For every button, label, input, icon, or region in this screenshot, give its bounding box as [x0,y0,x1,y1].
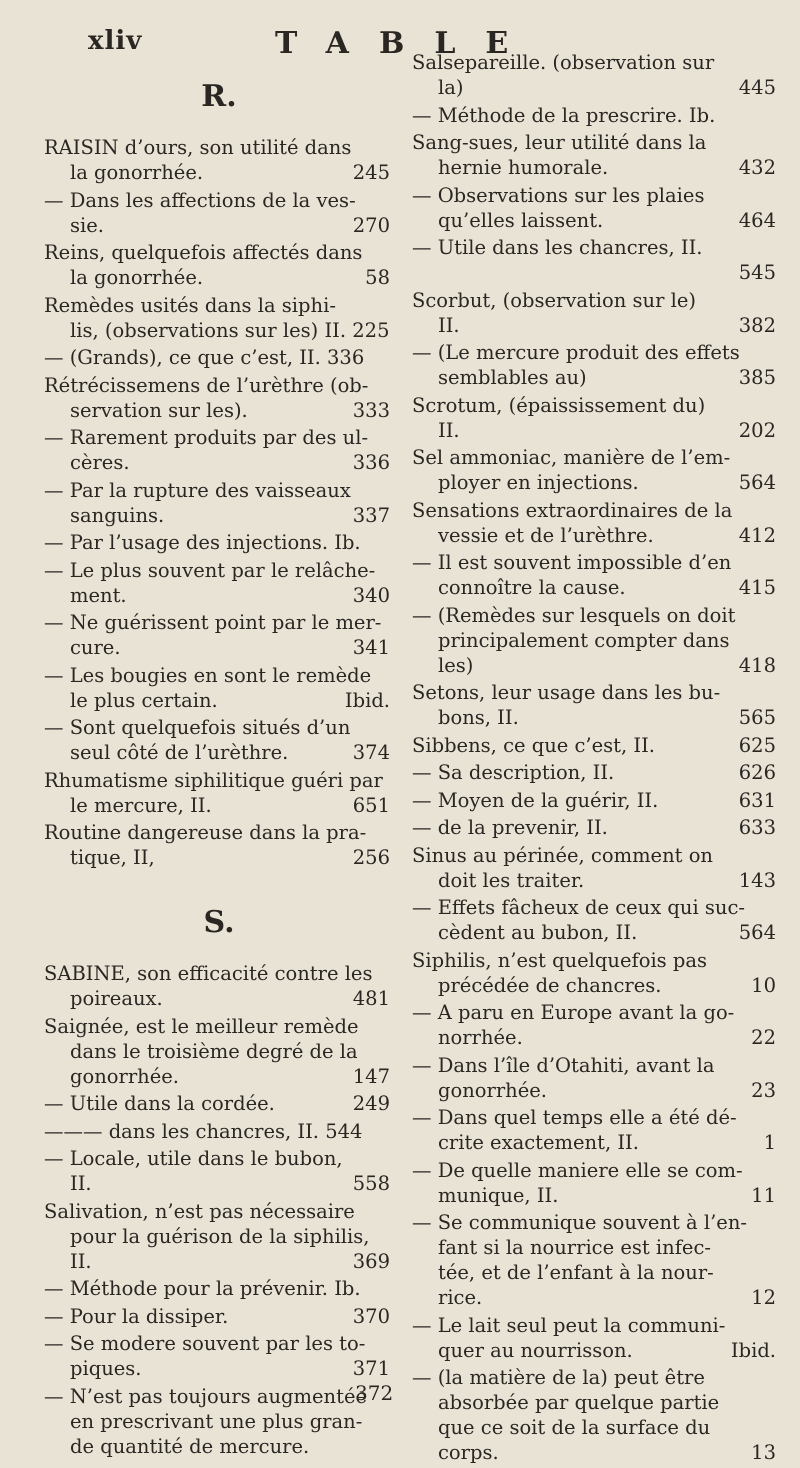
entry-text: la) [438,76,464,99]
entry-line [412,733,780,758]
entry-line [44,740,394,765]
entry-text: poireaux. [70,987,163,1010]
entry-line [412,1338,780,1363]
entry-text: la gonorrhée. [70,161,204,184]
entry-line: — Rarement produits par des ul- [44,426,369,449]
entry-text: norrhée. [438,1026,523,1049]
entry-text: — de la prevenir, II. [412,816,608,839]
entry-line [412,1183,780,1208]
entry-line [44,450,394,475]
entry-line [412,365,780,390]
index-entry [44,530,394,555]
entry-line: — Le plus souvent par le relâche- [44,558,376,582]
entry-line [44,1304,394,1329]
page-reference: 564 [738,921,776,944]
entry-line: Setons, leur usage dans les bu- [412,681,721,704]
entry-text: — Utile dans la cordée. [44,1092,275,1115]
index-entry [412,445,780,495]
page-reference: 633 [738,816,776,839]
entry-line: SABINE, son efficacité contre les [44,962,373,985]
index-entry [44,961,394,1011]
entry-text: — Sa description, II. [412,761,615,784]
entry-text: munique, II. [438,1183,559,1207]
index-entry [44,1146,394,1196]
page-reference: 369 [352,1249,390,1273]
entry-text: hernie humorale. [438,156,609,179]
entry-text: semblables au) [438,366,587,389]
index-entry [44,240,394,290]
entry-line [44,635,394,660]
catchword-number: 372 [355,1381,394,1405]
entry-line [412,788,780,813]
right-column [412,50,780,1468]
page-reference: 10 [751,973,776,997]
page-reference: 415 [738,576,776,599]
entry-line [412,1440,780,1465]
entry-line [44,265,394,290]
entry-line [44,986,394,1011]
page-reference: 270 [352,213,390,237]
entry-text: — Pour la dissiper. [44,1304,229,1328]
entry-line [412,653,780,678]
page-reference: 385 [738,366,776,389]
index-entry [44,345,394,370]
entry-line: — Dans l’île d’Otahiti, avant la [412,1053,715,1077]
entry-line [44,213,394,238]
entry-line: absorbée par quelque partie [438,1391,720,1414]
entry-text: ployer en injections. [438,471,639,494]
entry-line: — Ne guérissent point par le mer- [44,611,382,634]
index-entry [44,663,394,713]
index-entry [412,1313,780,1363]
entry-text: gonorrhée. [438,1078,548,1102]
entry-line: — (Grands), ce que c’est, II. 336 [44,346,365,369]
entry-line [412,760,780,785]
index-entry [44,188,394,238]
entry-text: seul côté de l’urèthre. [70,741,289,764]
entry-line: pour la guérison de la siphilis, [70,1224,370,1248]
entry-line: Scrotum, (épaississement du) [412,393,706,417]
index-entry [412,103,780,128]
page-reference: 565 [738,706,776,729]
entry-line: — Les bougies en sont le remède [44,663,372,687]
entry-line [412,470,780,495]
entry-text: tique, II, [70,846,155,869]
page-reference: 12 [751,1286,776,1309]
entry-line: — Utile dans les chancres, II. [412,236,703,259]
entry-line: — Par l’usage des injections. Ib. [44,531,361,554]
page-folio: xliv [88,26,143,56]
page-reference: 256 [352,846,390,869]
entry-line [412,705,780,730]
entry-line [412,1025,780,1050]
entry-line [412,815,780,840]
index-entry [412,183,780,233]
left-column [44,58,394,1461]
entry-line: Rétrécissemens de l’urèthre (ob- [44,373,369,397]
page-reference: 631 [738,788,776,812]
entry-text: doit les traiter. [438,868,585,892]
entry-text: qu’elles laissent. [438,208,604,232]
entry-line [44,503,394,528]
index-entry [44,373,394,423]
entry-text: ment. [70,583,127,607]
entry-text: II. [438,418,460,442]
running-title: TABLE [275,26,539,61]
index-entry [412,1053,780,1103]
entry-line: Remèdes usités dans la siphi- [44,293,336,317]
entry-text: la gonorrhée. [70,266,204,289]
entry-text: les) [438,653,474,677]
entry-text: quer au nourrisson. [438,1338,633,1362]
entry-line [412,260,780,285]
entry-line: — (Le mercure produit des effets [412,341,740,364]
entry-line: dans le troisième degré de la [70,1039,358,1063]
entry-line [412,75,780,100]
page-reference: Ibid. [344,688,390,712]
index-entry [412,235,780,285]
entry-text: précédée de chancres. [438,973,662,997]
index-entry [412,393,780,443]
entry-line [44,1249,394,1274]
index-entry [412,733,780,758]
index-entry [412,50,780,100]
entry-line: — Sont quelquefois situés d’un [44,716,351,739]
entry-text: II. [70,1172,92,1195]
index-entry [412,815,780,840]
index-entry [44,820,394,870]
index-entry [412,1158,780,1208]
entry-line: en prescrivant une plus gran- [70,1409,363,1433]
entry-line: — Se communique souvent à l’en- [412,1211,747,1234]
entry-line: — Il est souvent impossible d’en [412,551,732,574]
entry-line [412,208,780,233]
page-reference: 370 [352,1304,390,1328]
index-entry [44,293,394,343]
entry-text: sie. [70,213,104,237]
entry-line [44,845,394,870]
entry-text: — Moyen de la guérir, II. [412,788,659,812]
index-entry [44,1199,394,1274]
entry-line: principalement compter dans [438,628,730,652]
index-entry [412,288,780,338]
index-entry [412,1365,780,1465]
entry-text: servation sur les). [70,398,248,422]
entry-line: — A paru en Europe avant la go- [412,1001,735,1024]
entry-text: rice. [438,1286,483,1309]
entry-text: sanguins. [70,503,165,527]
entry-line: — Dans les affections de la ves- [44,188,356,212]
index-entry [412,340,780,390]
index-entry [412,760,780,785]
entry-line: de quantité de mercure. [70,1434,310,1458]
index-entry [412,788,780,813]
entry-text: cères. [70,451,130,474]
page-reference: 625 [738,733,776,757]
index-entry [44,1119,394,1144]
entry-line: ——— dans les chancres, II. 544 [44,1119,363,1143]
entry-text: corps. [438,1441,499,1464]
entry-text: bons, II. [438,706,519,729]
entry-text: Sibbens, ce que c’est, II. [412,733,656,757]
index-entry [412,948,780,998]
page-reference: 245 [352,161,390,184]
index-entry [412,130,780,180]
entry-line: — Méthode pour la prévenir. Ib. [44,1277,361,1300]
entry-line [412,418,780,443]
index-entry [44,715,394,765]
index-entry [44,1331,394,1381]
entry-line: Rhumatisme siphilitique guéri par [44,768,383,792]
entry-line [412,575,780,600]
page-reference: 333 [352,398,390,422]
entry-line: Sel ammoniac, manière de l’em- [412,446,731,469]
page-reference: 564 [738,471,776,494]
index-entry [412,1210,780,1310]
page-reference: 374 [352,741,390,764]
entry-line [44,1064,394,1089]
entry-text: vessie et de l’urèthre. [438,523,654,547]
page-reference: 23 [751,1078,776,1102]
entry-line [412,313,780,338]
page-reference: 22 [751,1026,776,1049]
entry-line [412,920,780,945]
page-reference: 412 [738,523,776,547]
entry-line: Sang-sues, leur utilité dans la [412,131,707,154]
entry-text: connoître la cause. [438,576,626,599]
index-entry [44,610,394,660]
page-reference: 202 [738,418,776,442]
entry-text: piques. [70,1357,142,1380]
entry-line: Reins, quelquefois affectés dans [44,241,363,264]
page-reference: 558 [352,1172,390,1195]
entry-text: cèdent au bubon, II. [438,921,638,944]
entry-line [44,1356,394,1381]
page-reference: 1 [763,1131,776,1154]
entry-line [44,398,394,423]
page-reference: 336 [352,451,390,474]
index-entry [412,1000,780,1050]
entry-text: le mercure, II. [70,793,212,817]
entry-line: Routine dangereuse dans la pra- [44,821,367,844]
index-entry [44,768,394,818]
page-reference: 340 [352,583,390,607]
index-entry [44,1276,394,1301]
section-letter: R. [201,79,237,114]
page-reference: 249 [352,1092,390,1115]
entry-line: Salsepareille. (observation sur [412,51,715,74]
entry-text: le plus certain. [70,688,218,712]
page-reference: 651 [352,793,390,817]
page-reference: 445 [738,76,776,99]
page-reference: 13 [751,1441,776,1464]
entry-line [44,1091,394,1116]
entry-line [44,160,394,185]
entry-line [412,868,780,893]
entry-line [44,793,394,818]
entry-line: — Locale, utile dans le bubon, [44,1147,343,1170]
index-entry [44,1384,394,1459]
index-entry [412,550,780,600]
page-reference: 418 [738,653,776,677]
section-letter: S. [203,905,235,940]
index-entry [44,1304,394,1329]
page-reference: 464 [738,208,776,232]
page-reference: 341 [352,636,390,659]
entry-line: — (Remèdes sur lesquels on doit [412,603,736,627]
index-entry [412,843,780,893]
page-reference: 626 [738,761,776,784]
entry-text: cure. [70,636,121,659]
entry-line: — (la matière de la) peut être [412,1366,705,1389]
entry-line [412,523,780,548]
entry-line [412,1078,780,1103]
page-reference: 337 [352,503,390,527]
entry-text: II. [438,313,460,337]
index-entry [412,498,780,548]
entry-line [44,1171,394,1196]
index-entry [412,895,780,945]
page-reference: 432 [738,156,776,179]
entry-line: — Observations sur les plaies [412,183,705,207]
entry-line: RAISIN d’ours, son utilité dans [44,136,352,159]
entry-line: tée, et de l’enfant à la nour- [438,1261,714,1284]
entry-line: lis, (observations sur les) II. 225 [70,318,390,342]
page-reference: 143 [738,868,776,892]
index-entry [44,1014,394,1089]
entry-line: — Méthode de la prescrire. Ib. [412,103,716,127]
entry-line: — Le lait seul peut la communi- [412,1313,726,1337]
index-entry [412,1105,780,1155]
entry-text: II. [70,1249,92,1273]
index-entry [412,680,780,730]
index-entry [44,1091,394,1116]
entry-line: — Dans quel temps elle a été dé- [412,1106,737,1129]
entry-line: — Effets fâcheux de ceux qui suc- [412,896,745,919]
index-entry [44,478,394,528]
page-reference: 147 [352,1064,390,1088]
entry-line [412,1130,780,1155]
page-reference: Ibid. [730,1338,776,1362]
entry-line: que ce soit de la surface du [438,1416,711,1439]
entry-line [44,688,394,713]
entry-line: — Par la rupture des vaisseaux [44,478,351,502]
page-reference: 545 [738,261,776,284]
index-entry [412,603,780,678]
page-reference: 371 [352,1357,390,1380]
entry-line: — De quelle maniere elle se com- [412,1158,743,1182]
page-reference: 382 [738,313,776,337]
index-entry [44,558,394,608]
entry-line: Sinus au périnée, comment on [412,843,713,867]
entry-line: Sensations extraordinaires de la [412,498,733,522]
entry-line: Saignée, est le meilleur remède [44,1014,359,1038]
entry-text: gonorrhée. [70,1064,180,1088]
entry-line [412,1285,780,1310]
entry-text: crite exactement, II. [438,1131,639,1154]
entry-line [412,155,780,180]
entry-line: fant si la nourrice est infec- [438,1236,711,1259]
entry-line: Scorbut, (observation sur le) [412,288,696,312]
entry-line: — Se modere souvent par les to- [44,1332,366,1355]
page-reference: 481 [352,987,390,1010]
index-entry [44,135,394,185]
page-reference: 58 [365,266,390,289]
entry-line: Siphilis, n’est quelquefois pas [412,948,708,972]
entry-line [44,583,394,608]
entry-line: — N’est pas toujours augmentée [44,1384,368,1408]
page-reference: 11 [751,1183,776,1207]
entry-line [412,973,780,998]
index-entry [44,425,394,475]
entry-line: Salivation, n’est pas nécessaire [44,1199,355,1223]
